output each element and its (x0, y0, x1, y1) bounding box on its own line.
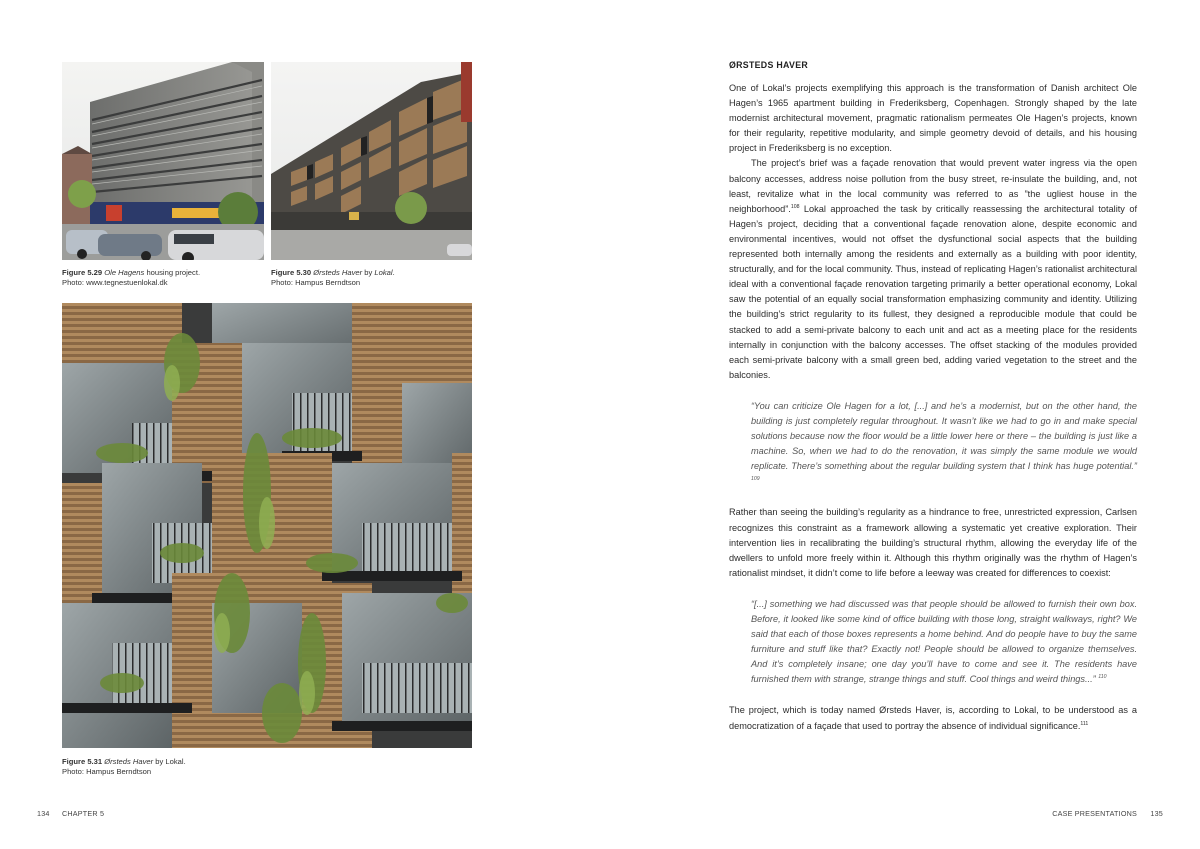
quote-2-text: “[...] something we had discussed was that people should be allowed to furnish their own box. Before, it looked like some kind of office building with those long, straight walkways, right? We said that each of those boxes represents a home behind. And do people have to buy the same furniture and stuff like that? Exactly not! People should be allowed to organize themselves. And it’s completely insane; one day you’ll have to come and see it. The residents have furnished them with strange, strange things and stuff. Cool things and weird things...” (751, 598, 1137, 685)
figure-label: Figure 5.29 (62, 268, 103, 277)
paragraph-2-part-b: Lokal approached the task by critically reassessing the architectural totality of Hagen’s project, deciding that a conventional façade renovation alone, despite economic and environmental incentives, would not offset the dysfunctional social aspects that the building represented both internally among the residents and externally as a building with poor identity, structurally, and for the local community. Thus, instead of replicating Hagen’s rationalist architectural ideal with a conventional façade renovation targeting primarily a better operational economy, Lokal saw the potential of an equally social transformation emphasizing community and identity. Utilizing the building’s strict regularity to its fullest, they designed a reproducible module that could be stacked to add a semi-private balcony to each unit and act as a meeting place for the residents internally in conjunction with the balcony accesses. The offset stacking of the modules provided each semi-private balcony with a small green bed, adding varied vegetation to the street and the balconies. (729, 203, 1137, 380)
section-heading: ØRSTEDS HAVER (729, 60, 809, 70)
figure-title-rest: . (392, 268, 395, 277)
figure-title-rest: housing project. (144, 268, 201, 277)
chapter-label: CHAPTER 5 (62, 809, 105, 818)
photo-orsteds-haver-street (271, 62, 472, 260)
caption-figure-5-30 (271, 268, 471, 288)
caption-figure-5-31 (62, 757, 262, 777)
quote-2 (751, 597, 1137, 688)
footnote-ref-108: 108 (790, 203, 800, 210)
paragraph-2 (729, 156, 1137, 382)
section-label: CASE PRESENTATIONS (1052, 809, 1137, 818)
figure-credit: Photo: Hampus Berndtson (62, 767, 152, 777)
footnote-ref-109: 109 (751, 476, 760, 483)
paragraph-3: Rather than seeing the building’s regularity as a hindrance to free, unrestricted expression, Carlsen recognizes this constraint as a framework allowing a systematic yet creative exploration. Their intervention lies in recalibrating the building’s structural rhythm, allowing the everyday life of the dwellers to unfold more freely within it. Although this rhythm originally was the rhythm of Hagen’s rationalist mindset, it didn’t come to life before a leeway was created for differences to coexist: (729, 507, 1137, 578)
paragraph-1: One of Lokal’s projects exemplifying this approach is the transformation of Danish architect Ole Hagen’s 1965 apartment building in Frederiksberg, Copenhagen. Strongly shaped by the late modernist architectural movement, pragmatic rationalism permeates Ole Hagen’s projects, known for their regularity, repetitive modularity, and simple geometry devoid of details, and his housing project in Frederiksberg is no exception. (729, 83, 1137, 154)
photo-orsteds-haver-balconies (62, 303, 472, 748)
footnote-ref-110: 110 (1098, 674, 1107, 681)
page-number-left: 134 (37, 809, 50, 818)
figure-credit: Photo: Hampus Berndtson (271, 278, 361, 288)
figure-title-italic-2: Lokal (374, 268, 393, 277)
photo-ole-hagens-housing (62, 62, 264, 260)
figure-title-rest: by Lokal. (153, 757, 186, 766)
page-number-right: 135 (1150, 809, 1163, 818)
figure-label: Figure 5.31 (62, 757, 103, 766)
caption-figure-5-29 (62, 268, 262, 288)
figure-label: Figure 5.30 (271, 268, 312, 277)
quote-1-text: “You can criticize Ole Hagen for a lot, [...] and he’s a modernist, but on the other hand, the building is just completely regular throughout. It wasn’t like we had to go in and make special solutions because now the floor would be a little lower here or there – the building is just like a machine. So, when we had to do the renovation, it was simply the same module we would replicate. There’s something about the regular building system that I think has huge potential.” (751, 400, 1137, 472)
paragraph-2-part-a: The project’s brief was a façade renovation that would prevent water ingress via the open balcony accesses, address noise pollution from the busy street, re-insulate the building, and, not least, revitalize what in the local community was referred to as ”the ugliest house in the neighborhood”. (729, 158, 1137, 214)
right-page (600, 0, 1200, 849)
text-column (729, 60, 1137, 734)
figure-credit: Photo: www.tegnestuenlokal.dk (62, 278, 168, 288)
footnote-ref-111: 111 (1080, 720, 1089, 727)
paragraph-4-text: The project, which is today named Ørsteds Haver, is, according to Lokal, to be understood as a democratization of a façade that used to portray the absence of individual significance. (729, 705, 1137, 731)
figure-title-italic: Ørsteds Haver (104, 757, 154, 766)
figure-title-mid: by (362, 268, 375, 277)
paragraph-4 (729, 703, 1137, 733)
figure-title-italic: Ole Hagens (104, 268, 145, 277)
figure-title-italic: Ørsteds Haver (313, 268, 363, 277)
quote-1 (751, 399, 1137, 490)
